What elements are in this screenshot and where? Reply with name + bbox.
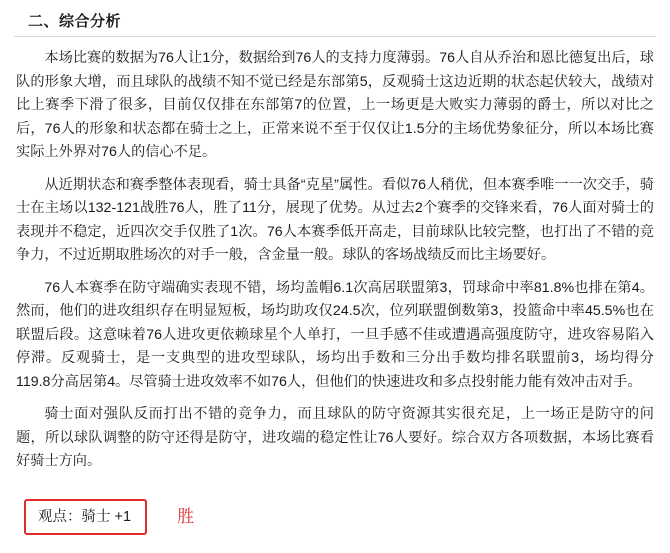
paragraph: 骑士面对强队反而打出不错的竞争力，而且球队的防守资源其实很充足，上一场正是防守的问题，所以球队调整的防守还得是防守，进攻端的稳定性让76人要好。综合双方各项数据，本场比赛看好骑士方向。 — [16, 406, 654, 469]
paragraph: 76人本赛季在防守端确实表现不错，场均盖帽6.1次高居联盟第3，罚球命中率81.8%也排在第4。然而，他们的进攻组织存在明显短板，场均助攻仅24.5次，位列联盟倒数第3，投篮命中率45.5%也在联盟后段。这意味着76人进攻更依赖球星个人单打，一旦手感不佳或遭遇高强度防守，进攻容易陷入停滞。反观骑士，是一支典型的进攻型球队，场均出手数和三分出手数均排名联盟前3，场均得分119.8分高居第4。尽管骑士进攻效率不如76人，但他们的快速进攻和多点投射能力能有效冲击对手。 — [16, 279, 654, 390]
conclusion-row — [24, 499, 194, 535]
conclusion-box: 观点：骑士 +1 — [24, 499, 147, 535]
paragraph: 从近期状态和赛季整体表现看，骑士具备“克星”属性。看似76人稍优，但本赛季唯一一次交手，骑士在主场以132-121战胜76人，胜了11分，展现了优势。从过去2个赛季的交锋来看，76人面对骑士的表现并不稳定，近四次交手仅胜了1次。76人本赛季低开高走，目前球队比较完整，也打出了不错的竞争力，不过近期取胜场次的对手一般，含金量一般。球队的客场战绩反而比主场要好。 — [16, 176, 654, 263]
conclusion-result-mark: 胜 — [177, 507, 195, 526]
heading-divider — [14, 36, 656, 37]
paragraph: 本场比赛的数据为76人让1分，数据给到76人的支持力度薄弱。76人自从乔治和恩比德复出后，球队的形象大增，而且球队的战绩不知不觉已经是东部第5，反观骑士这边近期的状态起伏较大，战绩对比上赛季下滑了很多，目前仅仅排在东部第7的位置，上一场更是大败实力薄弱的爵士，所以对比之后，76人的形象和状态都在骑士之上，正常来说不至于仅仅让1.5分的主场优势象征分，所以本场比赛实际上外界对76人的信心不足。 — [16, 50, 654, 160]
page-title: 二、综合分析 — [28, 13, 122, 30]
